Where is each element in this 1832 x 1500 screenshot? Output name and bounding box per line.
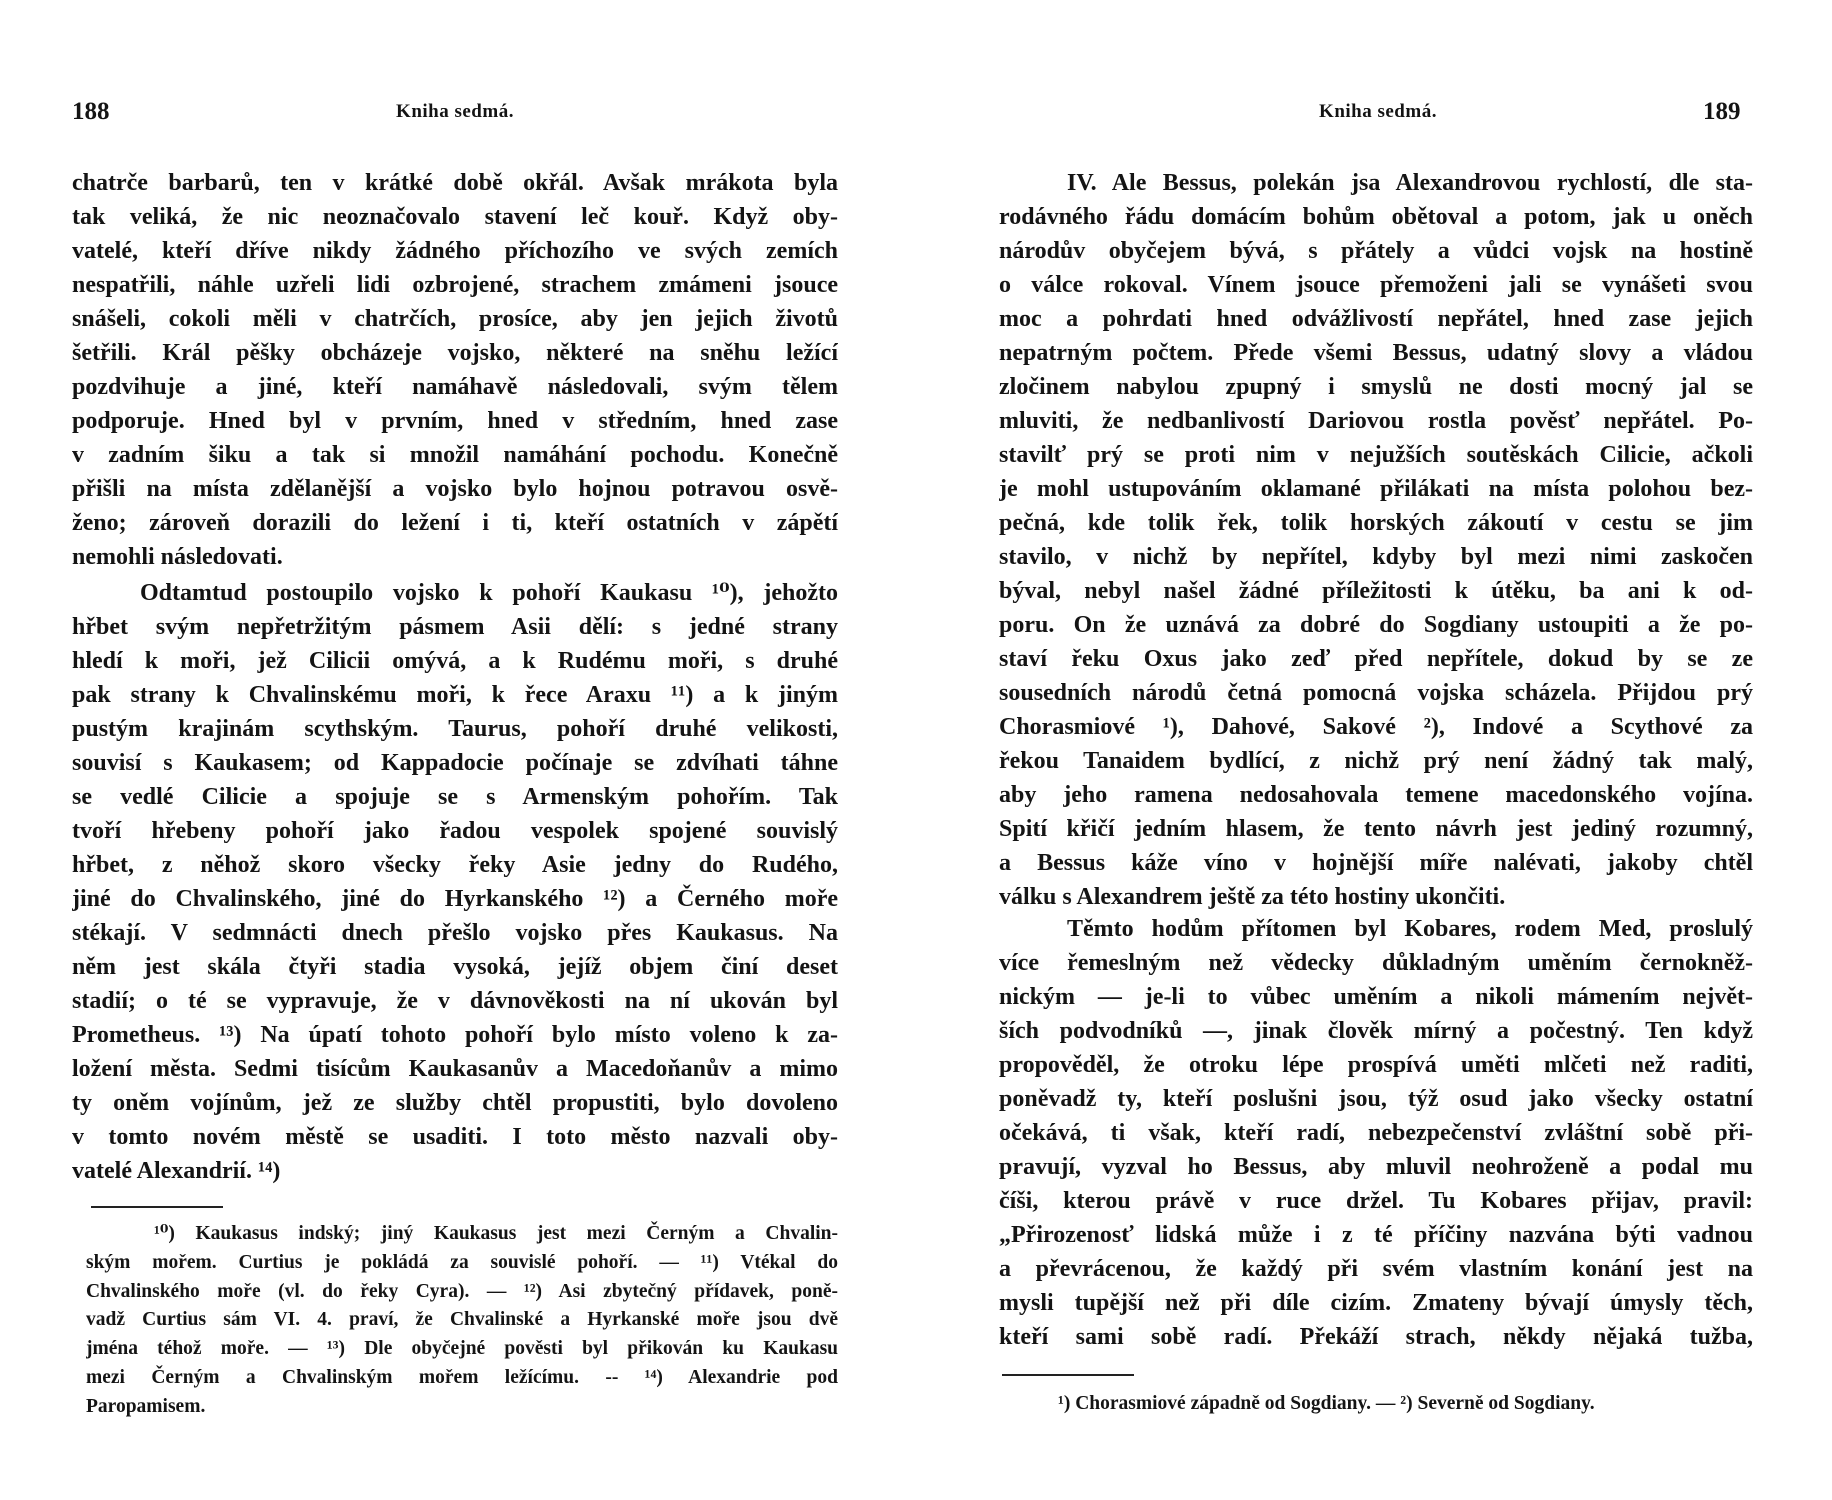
text-line: nemohli následovati. — [72, 544, 283, 570]
right-page — [916, 0, 1832, 1500]
text-line: ších podvodníků —, jinak člověk mírný a počestný. Ten když — [999, 1018, 1753, 1044]
text-line: souvisí s Kaukasem; od Kappadocie počínaje se zdvíhati táhne — [72, 750, 838, 776]
text-line: o válce rokoval. Vínem jsouce přemoženi jali se vynášeti svou — [999, 272, 1753, 298]
text-line: pustým krajinám scythským. Taurus, pohoří druhé velikosti, — [72, 716, 838, 742]
text-line: se vedlé Cilicie a spojuje se s Armenským pohořím. Tak — [72, 784, 838, 810]
text-line: válku s Alexandrem ještě za této hostiny ukončiti. — [999, 884, 1506, 910]
text-line: řekou Tanaidem bydlící, z nichž prý není žádný tak malý, — [999, 748, 1753, 774]
text-line: národův obyčejem bývá, s přátely a vůdci vojsk na hostině — [999, 238, 1753, 264]
text-line: jiné do Chvalinského, jiné do Hyrkanského ¹²) a Černého moře — [72, 886, 838, 912]
text-line: IV. Ale Bessus, polekán jsa Alexandrovou rychlostí, dle sta- — [1067, 170, 1753, 196]
text-line: staví řeku Oxus jako zeď před nepřítele, dokud by se ze — [999, 646, 1753, 672]
paragraph — [72, 166, 838, 574]
text-line: rodávného řádu domácím bohům obětoval a potom, jak u oněch — [999, 204, 1753, 230]
footnote-rule — [91, 1206, 223, 1208]
running-head: Kniha sedmá. — [1319, 101, 1437, 122]
text-line: stékají. V sedmnácti dnech přešlo vojsko přes Kaukasus. Na — [72, 920, 838, 946]
text-line: poněvadž ty, kteří poslušni jsou, týž osud jako všecky ostatní — [999, 1086, 1753, 1112]
text-line: jména téhož moře. — ¹³) Dle obyčejné pověsti byl přikován ku Kaukasu — [86, 1338, 838, 1360]
text-line: moc a pohrdati hned odvážlivostí nepřátel, hned zase jejich — [999, 306, 1753, 332]
footnote-rule — [1002, 1374, 1134, 1376]
text-line: snášeli, cokoli měli v chatrčích, prosíce, aby jen jejich životů — [72, 306, 838, 332]
page-number: 189 — [1703, 98, 1741, 125]
text-line: vadž Curtius sám VI. 4. praví, že Chvalinské a Hyrkanské moře jsou dvě — [86, 1309, 838, 1331]
running-head: Kniha sedmá. — [396, 101, 514, 122]
text-line: tak veliká, že nic neoznačovalo stavení leč kouř. Když oby- — [72, 204, 838, 230]
text-line: Spití křičí jedním hlasem, že tento návrh jest jediný rozumný, — [999, 816, 1753, 842]
text-line: ¹) Chorasmiové západně od Sogdiany. — ²) Severně od Sogdiany. — [1058, 1393, 1595, 1414]
text-line: něm jest skála čtyři stadia vysoká, jejíž objem činí deset — [72, 954, 838, 980]
text-line: „Přirozenosť lidská může i z té příčiny nazvána býti vadnou — [999, 1222, 1753, 1248]
text-line: a převrácenou, že každý při svém vlastním konání jest na — [999, 1256, 1753, 1282]
text-line: nepatrným počtem. Přede všemi Bessus, udatný slovy a vládou — [999, 340, 1753, 366]
text-line: v tomto novém městě se usaditi. I toto město nazvali oby- — [72, 1124, 838, 1150]
paragraph — [999, 912, 1753, 1354]
text-line: pozdvihuje a jiné, kteří namáhavě následovali, svým tělem — [72, 374, 838, 400]
text-line: stavilť prý se proti nim v nejužších soutěskách Cilicie, ačkoli — [999, 442, 1753, 468]
text-line: je mohl ustupováním oklamané přilákati na místa polohou bez- — [999, 476, 1753, 502]
text-line: kteří sami sobě radí. Překáží strach, někdy nějaká tužba, — [999, 1324, 1753, 1350]
text-line: přišli na místa zdělanější a vojsko bylo hojnou potravou osvě- — [72, 476, 838, 502]
text-line: propověděl, že otroku lépe prospívá uměti mlčeti než raditi, — [999, 1052, 1753, 1078]
text-line: Odtamtud postoupilo vojsko k pohoří Kaukasu ¹⁰), jehožto — [140, 580, 838, 606]
text-line: pak strany k Chvalinskému moři, k řece Araxu ¹¹) a k jiným — [72, 682, 838, 708]
text-line: Těmto hodům přítomen byl Kobares, rodem Med, proslulý — [1067, 916, 1753, 942]
text-line: číši, kterou právě v ruce držel. Tu Kobares přijav, pravil: — [999, 1188, 1753, 1214]
footnotes — [990, 1390, 1753, 1419]
text-line: nickým — je-li to vůbec uměním a nikoli mámením největ- — [999, 984, 1753, 1010]
text-line: Chvalinského moře (vl. do řeky Cyra). — ¹²) Asi zbytečný přídavek, poně- — [86, 1280, 838, 1302]
text-line: vatelé Alexandrií. ¹⁴) — [72, 1158, 281, 1184]
text-line: nespatřili, náhle uzřeli lidi ozbrojené, strachem zmámeni jsouce — [72, 272, 838, 298]
text-line: hřbet svým nepřetržitým pásmem Asii dělí: s jedné strany — [72, 614, 838, 640]
paragraph — [72, 576, 838, 1188]
footnotes — [86, 1220, 838, 1422]
text-line: chatrče barbarů, ten v krátké době okřál. Avšak mrákota byla — [72, 170, 838, 196]
text-line: šetřili. Král pěšky obcházeje vojsko, některé na sněhu ležící — [72, 340, 838, 366]
text-line: pečná, kde tolik řek, tolik horských zákoutí v cestu se jim — [999, 510, 1753, 536]
text-line: sousedních národů četná pomocná vojska scházela. Přijdou prý — [999, 680, 1753, 706]
text-line: ty oněm vojínům, jež ze služby chtěl propustiti, bylo dovoleno — [72, 1090, 838, 1116]
paragraph — [999, 166, 1753, 914]
text-line: stadií; o té se vypravuje, že v dávnověkosti na ní ukován byl — [72, 988, 838, 1014]
text-line: Paropamisem. — [86, 1395, 206, 1417]
text-line: hledí k moři, jež Cilicii omývá, a k Rudému moři, s druhé — [72, 648, 838, 674]
text-line: mezi Černým a Chvalinským mořem ležícímu. -- ¹⁴) Alexandrie pod — [86, 1366, 838, 1388]
text-line: poru. On že uznává za dobré do Sogdiany ustoupiti a že po- — [999, 612, 1753, 638]
page-number: 188 — [72, 98, 110, 125]
text-line: v zadním šiku a tak si množil namáhání pochodu. Konečně — [72, 442, 838, 468]
text-line: očekává, ti však, kteří radí, nebezpečenství zvláštní sobě při- — [999, 1120, 1753, 1146]
text-line: ženo; zároveň dorazili do ležení i ti, kteří ostatních v zápětí — [72, 510, 838, 536]
text-line: vatelé, kteří dříve nikdy žádného příchozího ve svých zemích — [72, 238, 838, 264]
text-line: býval, nebyl našel žádné příležitosti k útěku, ba ani k od- — [999, 578, 1753, 604]
text-line: mysli tupější než při díle cizím. Zmateny bývají úmysly těch, — [999, 1290, 1753, 1316]
text-line: Chorasmiové ¹), Dahové, Sakové ²), Indové a Scythové za — [999, 714, 1753, 740]
text-line: zločinem nabylou zpupný i smyslů ne dosti mocný jal se — [999, 374, 1753, 400]
text-line: aby jeho ramena nedosahovala temene macedonského vojína. — [999, 782, 1753, 808]
text-line: ¹⁰) Kaukasus indský; jiný Kaukasus jest mezi Černým a Chvalin- — [154, 1223, 838, 1244]
text-line: hřbet, z něhož skoro všecky řeky Asie jedny do Rudého, — [72, 852, 838, 878]
text-line: a Bessus káže víno v hojnější míře nalévati, jakoby chtěl — [999, 850, 1753, 876]
text-line: více řemeslným než vědecky důkladným uměním černokněž- — [999, 950, 1753, 976]
text-line: stavilo, v nichž by nepřítel, kdyby byl mezi nimi zaskočen — [999, 544, 1753, 570]
text-line: ložení města. Sedmi tisícům Kaukasanův a Macedoňanův a mimo — [72, 1056, 838, 1082]
text-line: ským mořem. Curtius je pokládá za souvislé pohoří. — ¹¹) Vtékal do — [86, 1251, 838, 1273]
text-line: pravují, vyzval ho Bessus, aby mluvil neohroženě a podal mu — [999, 1154, 1753, 1180]
text-line: tvoří hřebeny pohoří jako řadou vespolek spojené souvislý — [72, 818, 838, 844]
text-line: podporuje. Hned byl v prvním, hned v středním, hned zase — [72, 408, 838, 434]
text-line: mluviti, že nedbanlivostí Dariovou rostla pověsť nepřátel. Po- — [999, 408, 1753, 434]
text-line: Prometheus. ¹³) Na úpatí tohoto pohoří bylo místo voleno k za- — [72, 1022, 838, 1048]
